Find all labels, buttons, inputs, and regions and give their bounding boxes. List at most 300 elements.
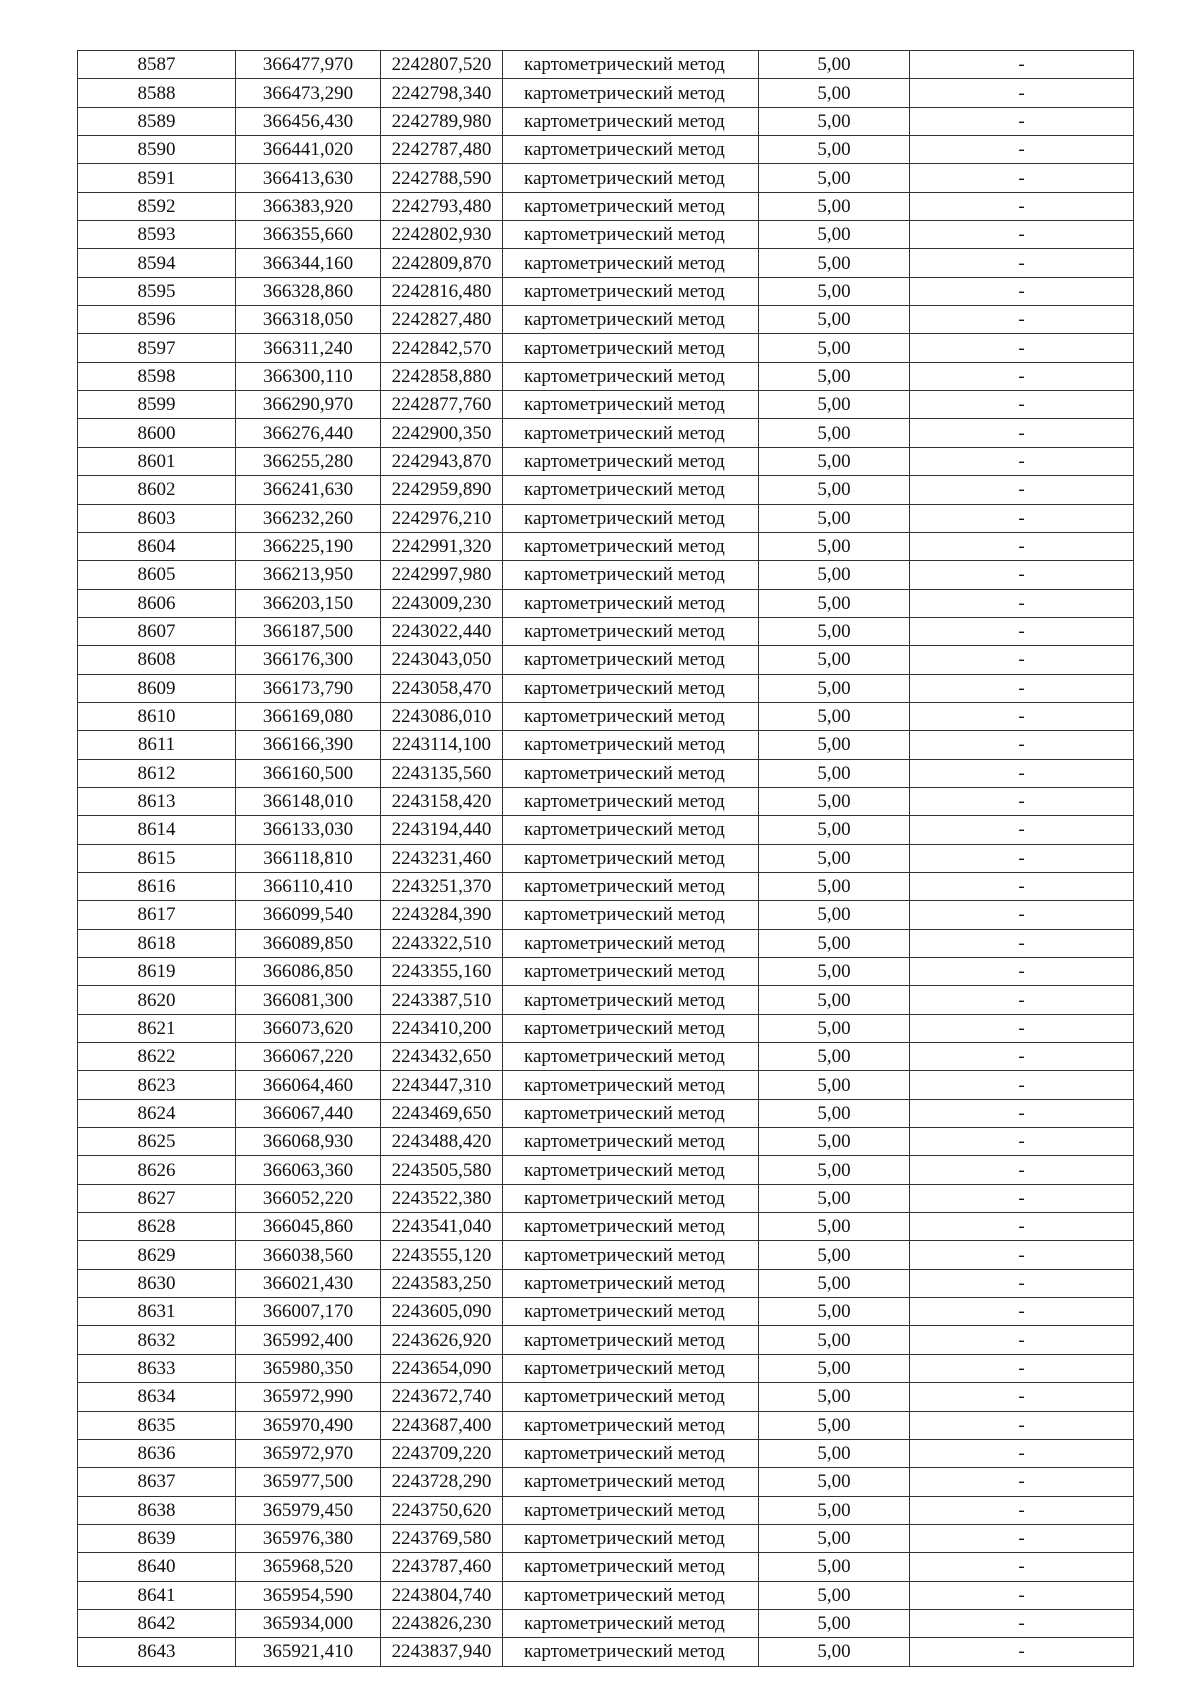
method-cell: картометрический метод — [503, 929, 759, 957]
point-number-cell: 8616 — [78, 872, 236, 900]
point-number-cell: 8594 — [78, 249, 236, 277]
point-number-cell: 8603 — [78, 504, 236, 532]
point-number-cell: 8602 — [78, 476, 236, 504]
method-cell: картометрический метод — [503, 164, 759, 192]
point-number-cell: 8597 — [78, 334, 236, 362]
accuracy-cell: 5,00 — [759, 476, 910, 504]
accuracy-cell: 5,00 — [759, 759, 910, 787]
y-coordinate-cell: 2242802,930 — [381, 221, 503, 249]
note-cell: - — [910, 107, 1134, 135]
y-coordinate-cell: 2243787,460 — [381, 1553, 503, 1581]
method-cell: картометрический метод — [503, 561, 759, 589]
accuracy-cell: 5,00 — [759, 1553, 910, 1581]
accuracy-cell: 5,00 — [759, 1043, 910, 1071]
x-coordinate-cell: 366213,950 — [236, 561, 381, 589]
y-coordinate-cell: 2243687,400 — [381, 1411, 503, 1439]
method-cell: картометрический метод — [503, 1609, 759, 1637]
accuracy-cell: 5,00 — [759, 1468, 910, 1496]
point-number-cell: 8606 — [78, 589, 236, 617]
table-row — [78, 476, 1134, 504]
note-cell: - — [910, 79, 1134, 107]
accuracy-cell: 5,00 — [759, 164, 910, 192]
note-cell: - — [910, 986, 1134, 1014]
point-number-cell: 8631 — [78, 1298, 236, 1326]
note-cell: - — [910, 1638, 1134, 1666]
note-cell: - — [910, 221, 1134, 249]
point-number-cell: 8620 — [78, 986, 236, 1014]
note-cell: - — [910, 1014, 1134, 1042]
note-cell: - — [910, 1043, 1134, 1071]
method-cell: картометрический метод — [503, 391, 759, 419]
x-coordinate-cell: 366290,970 — [236, 391, 381, 419]
y-coordinate-cell: 2242943,870 — [381, 447, 503, 475]
method-cell: картометрический метод — [503, 1354, 759, 1382]
note-cell: - — [910, 192, 1134, 220]
table-row — [78, 787, 1134, 815]
point-number-cell: 8596 — [78, 306, 236, 334]
x-coordinate-cell: 366067,440 — [236, 1099, 381, 1127]
method-cell: картометрический метод — [503, 872, 759, 900]
x-coordinate-cell: 366225,190 — [236, 532, 381, 560]
x-coordinate-cell: 366021,430 — [236, 1269, 381, 1297]
method-cell: картометрический метод — [503, 674, 759, 702]
y-coordinate-cell: 2243605,090 — [381, 1298, 503, 1326]
y-coordinate-cell: 2243728,290 — [381, 1468, 503, 1496]
accuracy-cell: 5,00 — [759, 1496, 910, 1524]
point-number-cell: 8607 — [78, 617, 236, 645]
accuracy-cell: 5,00 — [759, 1014, 910, 1042]
note-cell: - — [910, 844, 1134, 872]
x-coordinate-cell: 366473,290 — [236, 79, 381, 107]
table-row — [78, 674, 1134, 702]
y-coordinate-cell: 2243009,230 — [381, 589, 503, 617]
x-coordinate-cell: 366187,500 — [236, 617, 381, 645]
y-coordinate-cell: 2243522,380 — [381, 1184, 503, 1212]
note-cell: - — [910, 929, 1134, 957]
x-coordinate-cell: 366255,280 — [236, 447, 381, 475]
coordinates-table — [77, 50, 1134, 1667]
table-row — [78, 447, 1134, 475]
point-number-cell: 8600 — [78, 419, 236, 447]
accuracy-cell: 5,00 — [759, 787, 910, 815]
method-cell: картометрический метод — [503, 192, 759, 220]
x-coordinate-cell: 366073,620 — [236, 1014, 381, 1042]
y-coordinate-cell: 2242959,890 — [381, 476, 503, 504]
x-coordinate-cell: 366110,410 — [236, 872, 381, 900]
point-number-cell: 8605 — [78, 561, 236, 589]
method-cell: картометрический метод — [503, 419, 759, 447]
table-row — [78, 958, 1134, 986]
note-cell: - — [910, 958, 1134, 986]
x-coordinate-cell: 365970,490 — [236, 1411, 381, 1439]
y-coordinate-cell: 2242798,340 — [381, 79, 503, 107]
table-row — [78, 731, 1134, 759]
coordinates-table-body — [78, 51, 1134, 1667]
method-cell: картометрический метод — [503, 1411, 759, 1439]
note-cell: - — [910, 1099, 1134, 1127]
table-row — [78, 164, 1134, 192]
point-number-cell: 8610 — [78, 702, 236, 730]
point-number-cell: 8588 — [78, 79, 236, 107]
method-cell: картометрический метод — [503, 589, 759, 617]
y-coordinate-cell: 2242827,480 — [381, 306, 503, 334]
accuracy-cell: 5,00 — [759, 1128, 910, 1156]
point-number-cell: 8613 — [78, 787, 236, 815]
accuracy-cell: 5,00 — [759, 816, 910, 844]
y-coordinate-cell: 2243043,050 — [381, 646, 503, 674]
method-cell: картометрический метод — [503, 1241, 759, 1269]
accuracy-cell: 5,00 — [759, 986, 910, 1014]
note-cell: - — [910, 1383, 1134, 1411]
table-row — [78, 929, 1134, 957]
y-coordinate-cell: 2243322,510 — [381, 929, 503, 957]
method-cell: картометрический метод — [503, 1043, 759, 1071]
point-number-cell: 8614 — [78, 816, 236, 844]
method-cell: картометрический метод — [503, 1468, 759, 1496]
note-cell: - — [910, 589, 1134, 617]
y-coordinate-cell: 2243804,740 — [381, 1581, 503, 1609]
method-cell: картометрический метод — [503, 1156, 759, 1184]
table-row — [78, 1524, 1134, 1552]
y-coordinate-cell: 2242858,880 — [381, 362, 503, 390]
note-cell: - — [910, 476, 1134, 504]
table-row — [78, 1553, 1134, 1581]
y-coordinate-cell: 2243158,420 — [381, 787, 503, 815]
x-coordinate-cell: 366086,850 — [236, 958, 381, 986]
accuracy-cell: 5,00 — [759, 362, 910, 390]
method-cell: картометрический метод — [503, 1298, 759, 1326]
point-number-cell: 8591 — [78, 164, 236, 192]
y-coordinate-cell: 2242877,760 — [381, 391, 503, 419]
x-coordinate-cell: 365972,970 — [236, 1439, 381, 1467]
accuracy-cell: 5,00 — [759, 504, 910, 532]
method-cell: картометрический метод — [503, 787, 759, 815]
note-cell: - — [910, 759, 1134, 787]
point-number-cell: 8630 — [78, 1269, 236, 1297]
accuracy-cell: 5,00 — [759, 1383, 910, 1411]
y-coordinate-cell: 2242976,210 — [381, 504, 503, 532]
method-cell: картометрический метод — [503, 617, 759, 645]
y-coordinate-cell: 2243284,390 — [381, 901, 503, 929]
accuracy-cell: 5,00 — [759, 419, 910, 447]
accuracy-cell: 5,00 — [759, 532, 910, 560]
method-cell: картометрический метод — [503, 1439, 759, 1467]
accuracy-cell: 5,00 — [759, 447, 910, 475]
y-coordinate-cell: 2243086,010 — [381, 702, 503, 730]
note-cell: - — [910, 136, 1134, 164]
point-number-cell: 8599 — [78, 391, 236, 419]
x-coordinate-cell: 366007,170 — [236, 1298, 381, 1326]
x-coordinate-cell: 366118,810 — [236, 844, 381, 872]
x-coordinate-cell: 366176,300 — [236, 646, 381, 674]
point-number-cell: 8615 — [78, 844, 236, 872]
method-cell: картометрический метод — [503, 1014, 759, 1042]
table-row — [78, 1354, 1134, 1382]
y-coordinate-cell: 2243769,580 — [381, 1524, 503, 1552]
x-coordinate-cell: 366344,160 — [236, 249, 381, 277]
point-number-cell: 8638 — [78, 1496, 236, 1524]
table-row — [78, 1099, 1134, 1127]
note-cell: - — [910, 1156, 1134, 1184]
x-coordinate-cell: 366067,220 — [236, 1043, 381, 1071]
point-number-cell: 8590 — [78, 136, 236, 164]
accuracy-cell: 5,00 — [759, 958, 910, 986]
method-cell: картометрический метод — [503, 249, 759, 277]
y-coordinate-cell: 2242793,480 — [381, 192, 503, 220]
method-cell: картометрический метод — [503, 532, 759, 560]
x-coordinate-cell: 366456,430 — [236, 107, 381, 135]
point-number-cell: 8642 — [78, 1609, 236, 1637]
note-cell: - — [910, 1354, 1134, 1382]
x-coordinate-cell: 366169,080 — [236, 702, 381, 730]
y-coordinate-cell: 2242816,480 — [381, 277, 503, 305]
x-coordinate-cell: 366441,020 — [236, 136, 381, 164]
note-cell: - — [910, 1213, 1134, 1241]
table-row — [78, 759, 1134, 787]
accuracy-cell: 5,00 — [759, 844, 910, 872]
point-number-cell: 8639 — [78, 1524, 236, 1552]
accuracy-cell: 5,00 — [759, 79, 910, 107]
x-coordinate-cell: 365976,380 — [236, 1524, 381, 1552]
accuracy-cell: 5,00 — [759, 674, 910, 702]
table-row — [78, 277, 1134, 305]
y-coordinate-cell: 2243709,220 — [381, 1439, 503, 1467]
method-cell: картометрический метод — [503, 306, 759, 334]
method-cell: картометрический метод — [503, 79, 759, 107]
table-row — [78, 1581, 1134, 1609]
x-coordinate-cell: 365972,990 — [236, 1383, 381, 1411]
point-number-cell: 8637 — [78, 1468, 236, 1496]
point-number-cell: 8608 — [78, 646, 236, 674]
x-coordinate-cell: 366064,460 — [236, 1071, 381, 1099]
accuracy-cell: 5,00 — [759, 1099, 910, 1127]
accuracy-cell: 5,00 — [759, 249, 910, 277]
x-coordinate-cell: 366063,360 — [236, 1156, 381, 1184]
x-coordinate-cell: 366203,150 — [236, 589, 381, 617]
x-coordinate-cell: 366173,790 — [236, 674, 381, 702]
table-row — [78, 1638, 1134, 1666]
point-number-cell: 8609 — [78, 674, 236, 702]
accuracy-cell: 5,00 — [759, 1156, 910, 1184]
accuracy-cell: 5,00 — [759, 1326, 910, 1354]
y-coordinate-cell: 2243626,920 — [381, 1326, 503, 1354]
x-coordinate-cell: 365977,500 — [236, 1468, 381, 1496]
table-row — [78, 1411, 1134, 1439]
accuracy-cell: 5,00 — [759, 617, 910, 645]
y-coordinate-cell: 2242991,320 — [381, 532, 503, 560]
accuracy-cell: 5,00 — [759, 1213, 910, 1241]
point-number-cell: 8621 — [78, 1014, 236, 1042]
x-coordinate-cell: 365992,400 — [236, 1326, 381, 1354]
accuracy-cell: 5,00 — [759, 702, 910, 730]
accuracy-cell: 5,00 — [759, 1439, 910, 1467]
x-coordinate-cell: 365954,590 — [236, 1581, 381, 1609]
method-cell: картометрический метод — [503, 334, 759, 362]
note-cell: - — [910, 787, 1134, 815]
x-coordinate-cell: 366045,860 — [236, 1213, 381, 1241]
table-row — [78, 1326, 1134, 1354]
accuracy-cell: 5,00 — [759, 1581, 910, 1609]
table-row — [78, 1383, 1134, 1411]
accuracy-cell: 5,00 — [759, 872, 910, 900]
method-cell: картометрический метод — [503, 1213, 759, 1241]
table-row — [78, 1014, 1134, 1042]
table-row — [78, 419, 1134, 447]
point-number-cell: 8632 — [78, 1326, 236, 1354]
x-coordinate-cell: 366089,850 — [236, 929, 381, 957]
note-cell: - — [910, 1581, 1134, 1609]
table-row — [78, 391, 1134, 419]
y-coordinate-cell: 2243750,620 — [381, 1496, 503, 1524]
y-coordinate-cell: 2242788,590 — [381, 164, 503, 192]
y-coordinate-cell: 2243355,160 — [381, 958, 503, 986]
point-number-cell: 8595 — [78, 277, 236, 305]
x-coordinate-cell: 366166,390 — [236, 731, 381, 759]
accuracy-cell: 5,00 — [759, 1609, 910, 1637]
y-coordinate-cell: 2243114,100 — [381, 731, 503, 759]
table-row — [78, 136, 1134, 164]
y-coordinate-cell: 2243387,510 — [381, 986, 503, 1014]
table-row — [78, 1496, 1134, 1524]
method-cell: картометрический метод — [503, 107, 759, 135]
x-coordinate-cell: 366383,920 — [236, 192, 381, 220]
table-row — [78, 1128, 1134, 1156]
table-row — [78, 532, 1134, 560]
accuracy-cell: 5,00 — [759, 277, 910, 305]
table-row — [78, 221, 1134, 249]
table-row — [78, 1298, 1134, 1326]
point-number-cell: 8635 — [78, 1411, 236, 1439]
method-cell: картометрический метод — [503, 731, 759, 759]
table-row — [78, 306, 1134, 334]
y-coordinate-cell: 2243469,650 — [381, 1099, 503, 1127]
point-number-cell: 8589 — [78, 107, 236, 135]
note-cell: - — [910, 277, 1134, 305]
y-coordinate-cell: 2243555,120 — [381, 1241, 503, 1269]
y-coordinate-cell: 2242809,870 — [381, 249, 503, 277]
point-number-cell: 8611 — [78, 731, 236, 759]
accuracy-cell: 5,00 — [759, 646, 910, 674]
method-cell: картометрический метод — [503, 646, 759, 674]
method-cell: картометрический метод — [503, 362, 759, 390]
x-coordinate-cell: 365934,000 — [236, 1609, 381, 1637]
method-cell: картометрический метод — [503, 702, 759, 730]
note-cell: - — [910, 1071, 1134, 1099]
method-cell: картометрический метод — [503, 816, 759, 844]
method-cell: картометрический метод — [503, 844, 759, 872]
point-number-cell: 8598 — [78, 362, 236, 390]
accuracy-cell: 5,00 — [759, 1269, 910, 1297]
x-coordinate-cell: 366318,050 — [236, 306, 381, 334]
note-cell: - — [910, 1553, 1134, 1581]
point-number-cell: 8604 — [78, 532, 236, 560]
table-row — [78, 192, 1134, 220]
y-coordinate-cell: 2243231,460 — [381, 844, 503, 872]
x-coordinate-cell: 366068,930 — [236, 1128, 381, 1156]
method-cell: картометрический метод — [503, 1553, 759, 1581]
method-cell: картометрический метод — [503, 136, 759, 164]
method-cell: картометрический метод — [503, 221, 759, 249]
accuracy-cell: 5,00 — [759, 1241, 910, 1269]
point-number-cell: 8612 — [78, 759, 236, 787]
y-coordinate-cell: 2243432,650 — [381, 1043, 503, 1071]
accuracy-cell: 5,00 — [759, 107, 910, 135]
method-cell: картометрический метод — [503, 1269, 759, 1297]
x-coordinate-cell: 365921,410 — [236, 1638, 381, 1666]
accuracy-cell: 5,00 — [759, 1184, 910, 1212]
table-row — [78, 334, 1134, 362]
x-coordinate-cell: 366099,540 — [236, 901, 381, 929]
method-cell: картометрический метод — [503, 958, 759, 986]
table-row — [78, 249, 1134, 277]
accuracy-cell: 5,00 — [759, 1411, 910, 1439]
point-number-cell: 8643 — [78, 1638, 236, 1666]
point-number-cell: 8628 — [78, 1213, 236, 1241]
note-cell: - — [910, 334, 1134, 362]
accuracy-cell: 5,00 — [759, 192, 910, 220]
note-cell: - — [910, 419, 1134, 447]
table-row — [78, 1184, 1134, 1212]
method-cell: картометрический метод — [503, 1184, 759, 1212]
point-number-cell: 8634 — [78, 1383, 236, 1411]
x-coordinate-cell: 366413,630 — [236, 164, 381, 192]
y-coordinate-cell: 2243488,420 — [381, 1128, 503, 1156]
table-row — [78, 1071, 1134, 1099]
x-coordinate-cell: 366276,440 — [236, 419, 381, 447]
table-row — [78, 986, 1134, 1014]
accuracy-cell: 5,00 — [759, 1524, 910, 1552]
note-cell: - — [910, 1609, 1134, 1637]
table-row — [78, 1468, 1134, 1496]
method-cell: картометрический метод — [503, 447, 759, 475]
point-number-cell: 8641 — [78, 1581, 236, 1609]
x-coordinate-cell: 366328,860 — [236, 277, 381, 305]
x-coordinate-cell: 366133,030 — [236, 816, 381, 844]
table-row — [78, 79, 1134, 107]
table-row — [78, 1439, 1134, 1467]
x-coordinate-cell: 366148,010 — [236, 787, 381, 815]
y-coordinate-cell: 2243654,090 — [381, 1354, 503, 1382]
y-coordinate-cell: 2243194,440 — [381, 816, 503, 844]
y-coordinate-cell: 2243135,560 — [381, 759, 503, 787]
x-coordinate-cell: 366052,220 — [236, 1184, 381, 1212]
x-coordinate-cell: 365980,350 — [236, 1354, 381, 1382]
table-row — [78, 504, 1134, 532]
point-number-cell: 8636 — [78, 1439, 236, 1467]
note-cell: - — [910, 1439, 1134, 1467]
note-cell: - — [910, 1468, 1134, 1496]
note-cell: - — [910, 561, 1134, 589]
y-coordinate-cell: 2243541,040 — [381, 1213, 503, 1241]
note-cell: - — [910, 1496, 1134, 1524]
table-row — [78, 816, 1134, 844]
y-coordinate-cell: 2243022,440 — [381, 617, 503, 645]
note-cell: - — [910, 391, 1134, 419]
x-coordinate-cell: 366355,660 — [236, 221, 381, 249]
note-cell: - — [910, 532, 1134, 560]
y-coordinate-cell: 2242997,980 — [381, 561, 503, 589]
method-cell: картометрический метод — [503, 986, 759, 1014]
table-row — [78, 702, 1134, 730]
table-row — [78, 901, 1134, 929]
note-cell: - — [910, 362, 1134, 390]
method-cell: картометрический метод — [503, 1071, 759, 1099]
note-cell: - — [910, 901, 1134, 929]
note-cell: - — [910, 504, 1134, 532]
note-cell: - — [910, 816, 1134, 844]
method-cell: картометрический метод — [503, 277, 759, 305]
note-cell: - — [910, 1241, 1134, 1269]
